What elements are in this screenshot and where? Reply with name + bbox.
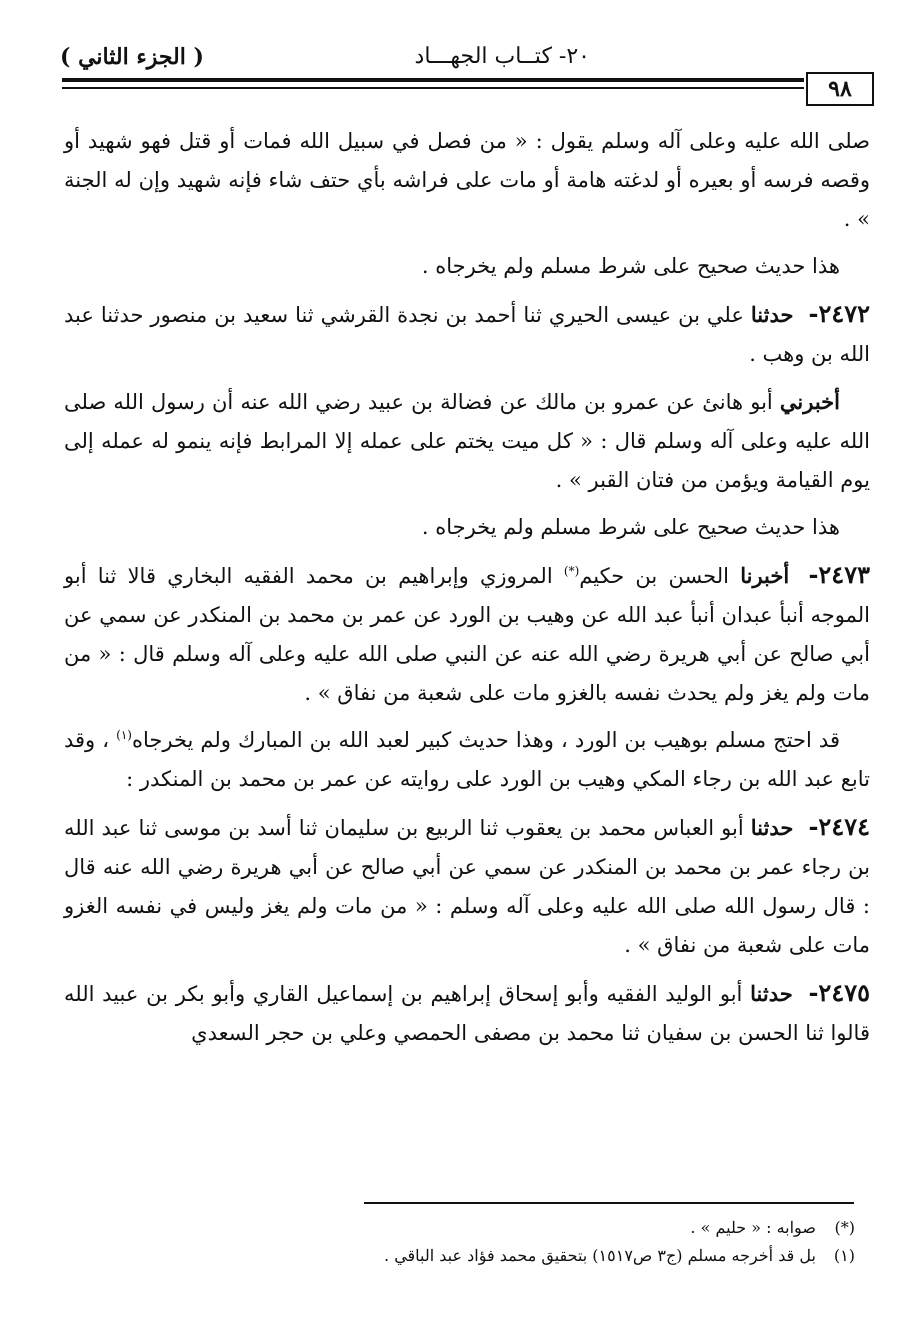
narration-keyword: حدثنا bbox=[750, 302, 794, 327]
paragraph bbox=[64, 247, 870, 286]
paragraph-text: صلى الله عليه وعلى آله وسلم يقول : « من فصل في سبيل الله فمات أو قتل فهو شهيد أو وقصه فرسه أو بعيره أو لدغته هامة أو مات على فراشه بأي حتف شاء فإنه شهيد وإن له الجنة » . bbox=[64, 129, 870, 231]
volume-label: ( الجزء الثاني ) bbox=[60, 44, 204, 70]
hadith-2473 bbox=[64, 555, 870, 713]
page-number: ٩٨ bbox=[806, 72, 874, 106]
page-header bbox=[60, 40, 870, 74]
hadith-text: علي بن عيسى الحيري ثنا أحمد بن نجدة القرشي ثنا سعيد بن منصور حدثنا عبد الله بن وهب . bbox=[64, 303, 870, 366]
hadith-number: ٢٤٧٥- bbox=[808, 978, 870, 1007]
paragraph bbox=[64, 508, 870, 547]
footnote-ref[interactable]: (١) bbox=[116, 728, 132, 742]
footnote-text: صوابه : « حليم » . bbox=[690, 1218, 816, 1237]
hadith-2472 bbox=[64, 294, 870, 374]
footnote-mark: (*) bbox=[834, 1218, 855, 1237]
paragraph-text: هذا حديث صحيح على شرط مسلم ولم يخرجاه . bbox=[421, 515, 840, 539]
hadith-2474 bbox=[64, 807, 870, 965]
footnote-mark: (١) bbox=[833, 1246, 855, 1265]
hadith-number: ٢٤٧٤- bbox=[808, 812, 870, 841]
hadith-text: أبو الوليد الفقيه وأبو إسحاق إبراهيم بن إسماعيل القاري وأبو بكر بن عبيد الله قالوا ثنا الحسن بن سفيان ثنا محمد بن مصفى الحمصي وعلي بن حجر السعدي bbox=[64, 982, 870, 1045]
paragraph bbox=[64, 122, 870, 239]
chapter-title: ٢٠- كتــاب الجهـــاد bbox=[414, 44, 590, 69]
paragraph bbox=[64, 721, 870, 799]
paragraph-text: قد احتج مسلم بوهيب بن الورد ، وهذا حديث كبير لعبد الله بن المبارك ولم يخرجاه bbox=[131, 728, 840, 752]
narration-keyword: أخبرني bbox=[779, 389, 840, 414]
hadith-text: أبو العباس محمد بن يعقوب ثنا الربيع بن سليمان ثنا أسد بن موسى ثنا عبد الله بن رجاء عمر بن محمد بن المنكدر عن سمي عن أبي صالح عن أبي هريرة رضي الله عنه قال : قال رسول الله صلى الله عليه وعلى آله وسلم : « من مات ولم يغز وليس في نفسه الغزو مات على شعبة من نفاق » . bbox=[64, 816, 870, 957]
paragraph-text: أبو هانئ عن عمرو بن مالك عن فضالة بن عبيد رضي الله عنه أن رسول الله صلى الله عليه وعلى آله وسلم قال : « كل ميت يختم على عمله إلا المرابط فإنه ينمو له عمله إلى يوم القيامة ويؤمن من فتان القبر » . bbox=[64, 390, 870, 492]
header-rule-thick bbox=[62, 78, 804, 82]
footnote bbox=[200, 1214, 855, 1242]
narration-keyword: حدثنا bbox=[750, 981, 793, 1006]
paragraph-text: ، وقد تابع عبد الله بن رجاء المكي وهيب بن الورد على روايته عن عمر بن محمد بن المنكدر : bbox=[64, 728, 870, 791]
paragraph-text: هذا حديث صحيح على شرط مسلم ولم يخرجاه . bbox=[421, 254, 840, 278]
narration-keyword: أخبرنا bbox=[740, 563, 790, 588]
main-text bbox=[64, 122, 870, 1061]
footnote-divider bbox=[364, 1202, 854, 1204]
footnote bbox=[200, 1242, 855, 1270]
footnote-ref[interactable]: (*) bbox=[563, 564, 580, 578]
footnote-text: بل قد أخرجه مسلم (ج٣ ص١٥١٧) بتحقيق محمد فؤاد عبد الباقي . bbox=[384, 1246, 816, 1265]
hadith-number: ٢٤٧٣- bbox=[808, 560, 870, 589]
footnotes bbox=[200, 1214, 855, 1270]
hadith-text: المروزي وإبراهيم بن محمد الفقيه البخاري قالا ثنا أبو الموجه أنبأ عبدان أنبأ عبد الله عن وهيب بن الورد عن عمر بن محمد بن المنكدر عن سمي عن أبي صالح عن أبي هريرة رضي الله عنه عن النبي صلى الله عليه وعلى آله وسلم قال : « من مات ولم يغز ولم يحدث نفسه بالغزو مات على شعبة من نفاق » . bbox=[64, 564, 870, 705]
narration-keyword: حدثنا bbox=[750, 815, 794, 840]
hadith-2475 bbox=[64, 973, 870, 1053]
hadith-text: الحسن بن حكيم bbox=[579, 564, 729, 588]
paragraph bbox=[64, 382, 870, 500]
header-rule-thin bbox=[62, 87, 804, 89]
hadith-number: ٢٤٧٢- bbox=[808, 299, 870, 328]
